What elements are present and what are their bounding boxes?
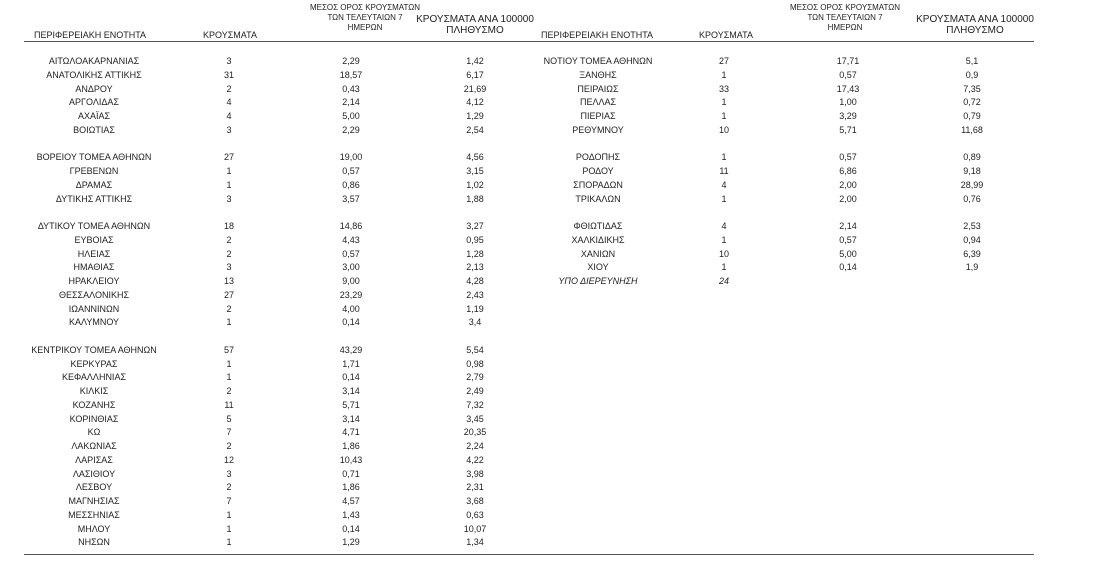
cases-cell: 2 [226,482,232,493]
cases-cell: 33 [718,83,729,94]
per100k-cell: 1,02 [466,179,484,190]
region-cell: ΥΠΟ ΔΙΕΡΕΥΝΗΣΗ [558,276,638,286]
avg-cell: 1,43 [342,509,360,520]
right-header-per100k [905,14,1045,36]
table-row [0,193,1100,205]
region-cell: ΛΑΚΩΝΙΑΣ [71,441,117,451]
per100k-cell: 10,07 [463,523,487,534]
per100k-cell: 1,42 [466,56,484,66]
cases-cell: 1 [226,317,232,328]
table-row [0,481,1100,493]
cases-cell: 57 [223,344,234,355]
per100k-cell: 28,99 [960,179,984,190]
avg-cell: 3,00 [342,262,360,273]
avg-cell: 5,00 [342,111,360,121]
region-cell: ΗΜΑΘΙΑΣ [73,262,115,273]
per100k-cell: 1,88 [466,193,484,204]
left-header-avg-line1: ΜΕΣΟΣ ΟΡΟΣ ΚΡΟΥΣΜΑΤΩΝ [309,3,421,12]
cases-cell: 3 [226,468,232,479]
table-row [0,234,1100,246]
avg-cell: 6,86 [839,166,857,176]
region-cell: ΕΥΒΟΙΑΣ [74,234,114,245]
region-cell: ΜΗΛΟΥ [77,523,111,534]
cases-cell: 1 [721,97,727,108]
region-cell: ΠΙΕΡΙΑΣ [580,111,616,121]
per100k-cell: 3,4 [468,317,482,328]
avg-cell: 4,00 [342,303,360,314]
region-cell: ΓΡΕΒΕΝΩΝ [69,166,119,176]
avg-cell: 0,14 [342,372,360,383]
per100k-cell: 0,72 [963,97,981,108]
avg-cell: 2,00 [839,193,857,204]
per100k-cell: 1,28 [466,248,484,259]
cases-cell: 7 [226,496,232,506]
left-header-avg-line3: ΗΜΕΡΩΝ [347,23,383,32]
per100k-cell: 0,98 [466,358,484,369]
per100k-cell: 1,19 [466,303,484,314]
cases-cell: 1 [721,152,727,163]
region-cell: ΘΕΣΣΑΛΟΝΙΚΗΣ [58,289,130,300]
per100k-cell: 1,29 [466,111,484,121]
avg-cell: 0,14 [342,317,360,328]
region-cell: ΠΕΙΡΑΙΩΣ [577,83,619,94]
cases-cell: 10 [718,124,729,135]
per100k-cell: 1,9 [965,262,979,273]
avg-cell: 4,57 [342,496,360,506]
region-cell: ΜΕΣΣΗΝΙΑΣ [68,509,120,520]
per100k-cell: 5,1 [965,56,979,66]
table-row [0,110,1100,122]
cases-cell: 27 [718,56,729,66]
cases-cell: 2 [226,83,232,94]
per100k-cell: 2,54 [466,124,484,135]
per100k-cell: 0,76 [963,193,981,204]
left-header-per100k [405,14,545,36]
avg-cell: 2,14 [342,97,360,108]
cases-cell: 2 [226,386,232,396]
cases-cell: 13 [223,276,234,286]
table-row [0,358,1100,370]
cases-cell: 7 [226,427,232,438]
avg-cell: 5,71 [342,399,360,410]
avg-cell: 9,00 [342,276,360,286]
region-cell: ΚΕΡΚΥΡΑΣ [70,358,118,369]
region-cell: ΑΧΑΪΑΣ [77,111,111,121]
table-row [0,440,1100,452]
table-row [0,248,1100,260]
table-row [0,316,1100,328]
avg-cell: 2,00 [839,179,857,190]
per100k-cell: 2,53 [963,221,981,231]
per100k-cell: 3,27 [466,221,484,231]
region-cell: ΝΗΣΩΝ [78,537,110,548]
per100k-cell: 2,43 [466,289,484,300]
per100k-cell: 20,35 [463,427,487,438]
right-header-avg-line2: ΤΩΝ ΤΕΛΕΥΤΑΙΩΝ 7 [807,13,883,22]
cases-cell: 3 [226,262,232,273]
avg-cell: 4,43 [342,234,360,245]
table-row [0,385,1100,397]
right-header-cases: ΚΡΟΥΣΜΑΤΑ [699,30,753,40]
per100k-cell: 6,39 [963,248,981,259]
per100k-cell: 4,28 [466,276,484,286]
per100k-cell: 1,34 [466,537,484,548]
avg-cell: 18,57 [339,69,363,80]
per100k-cell: 5,54 [466,344,484,355]
region-cell: ΠΕΛΛΑΣ [579,97,617,108]
table-row [0,83,1100,95]
table-row [0,371,1100,383]
per100k-cell: 11,68 [961,124,983,135]
cases-cell: 1 [226,179,232,190]
avg-cell: 3,14 [342,386,360,396]
cases-cell: 27 [223,289,234,300]
cases-cell: 24 [718,276,729,286]
header-divider [24,41,1034,42]
right-header-avg-line1: ΜΕΣΟΣ ΟΡΟΣ ΚΡΟΥΣΜΑΤΩΝ [789,3,901,12]
cases-cell: 1 [721,193,727,204]
table-row [0,179,1100,191]
avg-cell: 17,43 [836,83,860,94]
table-row [0,151,1100,163]
cases-cell: 1 [226,358,232,369]
region-cell: ΜΑΓΝΗΣΙΑΣ [68,496,120,506]
per100k-cell: 4,22 [466,454,484,465]
region-cell: ΑΡΓΟΛΙΔΑΣ [69,97,119,108]
table-row [0,523,1100,535]
region-cell: ΑΝΑΤΟΛΙΚΗΣ ΑΤΤΙΚΗΣ [46,69,142,80]
region-cell: ΧΑΛΚΙΔΙΚΗΣ [571,234,625,245]
table-row [0,303,1100,315]
avg-cell: 1,29 [342,537,360,548]
table-row [0,399,1100,411]
cases-cell: 1 [226,372,232,383]
cases-cell: 1 [721,262,727,273]
region-cell: ΗΡΑΚΛΕΙΟΥ [68,276,120,286]
cases-cell: 27 [223,152,234,163]
per100k-cell: 2,31 [466,482,484,493]
cases-cell: 3 [226,124,232,135]
region-cell: ΞΑΝΘΗΣ [579,69,617,80]
region-cell: ΦΘΙΩΤΙΔΑΣ [573,221,623,231]
cases-cell: 2 [226,234,232,245]
left-header-cases: ΚΡΟΥΣΜΑΤΑ [203,30,257,40]
region-cell: ΙΩΑΝΝΙΝΩΝ [68,303,120,314]
cases-cell: 2 [226,248,232,259]
cases-cell: 1 [721,234,727,245]
avg-cell: 3,14 [342,413,360,424]
cases-cell: 4 [226,97,232,108]
region-cell: ΣΠΟΡΑΔΩΝ [573,179,623,190]
cases-cell: 4 [226,111,232,121]
avg-cell: 0,57 [342,166,360,176]
region-cell: ΔΥΤΙΚΟΥ ΤΟΜΕΑ ΑΘΗΝΩΝ [37,221,151,231]
per100k-cell: 3,15 [466,166,484,176]
per100k-cell: 0,89 [963,152,981,163]
table-row [0,69,1100,81]
cases-cell: 4 [721,179,727,190]
region-cell: ΚΩ [87,427,101,438]
cases-cell: 1 [226,509,232,520]
avg-cell: 0,57 [839,234,857,245]
per100k-cell: 4,56 [466,152,484,163]
avg-cell: 1,71 [342,358,360,369]
avg-cell: 0,43 [342,83,360,94]
table-row [0,344,1100,356]
avg-cell: 0,71 [342,468,360,479]
avg-cell: 5,00 [839,248,857,259]
per100k-cell: 7,32 [466,399,484,410]
table-row [0,96,1100,108]
avg-cell: 0,57 [839,69,857,80]
per100k-cell: 2,13 [466,262,484,273]
avg-cell: 2,29 [342,124,360,135]
region-cell: ΤΡΙΚΑΛΩΝ [575,193,621,204]
avg-cell: 5,71 [839,124,857,135]
table-row [0,426,1100,438]
region-cell: ΔΡΑΜΑΣ [75,179,113,190]
cases-cell: 1 [226,537,232,548]
region-cell: ΚΟΡΙΝΘΙΑΣ [69,413,119,424]
cases-cell: 1 [226,166,232,176]
table-row [0,220,1100,232]
cases-cell: 2 [226,441,232,451]
avg-cell: 0,14 [342,523,360,534]
region-cell: ΚΙΛΚΙΣ [79,386,109,396]
table-row [0,165,1100,177]
cases-cell: 4 [721,221,727,231]
avg-cell: 17,71 [836,56,860,66]
avg-cell: 14,86 [339,221,363,231]
right-header-avg [780,3,910,33]
avg-cell: 0,86 [342,179,360,190]
per100k-cell: 0,79 [963,111,981,121]
region-cell: ΔΥΤΙΚΗΣ ΑΤΤΙΚΗΣ [55,193,133,204]
avg-cell: 3,29 [839,111,857,121]
table-row [0,275,1100,287]
table-row [0,509,1100,521]
left-header-region: ΠΕΡΙΦΕΡΕΙΑΚΗ ΕΝΟΤΗΤΑ [34,30,147,40]
per100k-cell: 3,98 [466,468,484,479]
region-cell: ΧΙΟΥ [587,262,609,273]
region-cell: ΡΕΘΥΜΝΟΥ [572,124,624,135]
table-row [0,413,1100,425]
region-cell: ΚΑΛΥΜΝΟΥ [68,317,120,328]
right-header-per100k-line1: ΚΡΟΥΣΜΑΤΑ ΑΝΑ 100000 [916,14,1034,25]
per100k-cell: 0,95 [466,234,484,245]
per100k-cell: 3,68 [466,496,484,506]
cases-cell: 10 [718,248,729,259]
table-row [0,55,1100,67]
cases-cell: 18 [223,221,234,231]
region-cell: ΛΕΣΒΟΥ [75,482,113,493]
per100k-cell: 7,35 [963,83,981,94]
avg-cell: 19,00 [339,152,363,163]
region-cell: ΡΟΔΟΠΗΣ [575,152,621,163]
per100k-cell: 2,49 [466,386,484,396]
region-cell: ΒΟΙΩΤΙΑΣ [73,124,115,135]
cases-cell: 1 [226,523,232,534]
avg-cell: 2,29 [342,56,360,66]
avg-cell: 43,29 [339,344,363,355]
table-row [0,468,1100,480]
cases-cell: 31 [223,69,234,80]
region-cell: ΡΟΔΟΥ [582,166,614,176]
avg-cell: 4,71 [342,427,360,438]
cases-cell: 2 [226,303,232,314]
cases-cell: 11 [719,166,729,176]
region-cell: ΒΟΡΕΙΟΥ ΤΟΜΕΑ ΑΘΗΝΩΝ [36,152,152,163]
table-row [0,289,1100,301]
table-row [0,261,1100,273]
region-cell: ΑΝΔΡΟΥ [75,83,113,94]
per100k-cell: 3,45 [466,413,484,424]
cases-cell: 1 [721,69,727,80]
avg-cell: 3,57 [342,193,360,204]
per100k-cell: 6,17 [466,69,484,80]
region-cell: ΗΛΕΙΑΣ [77,248,111,259]
per100k-cell: 4,12 [466,97,484,108]
right-header-avg-line3: ΗΜΕΡΩΝ [827,23,863,32]
table-row [0,495,1100,507]
cases-cell: 1 [721,111,727,121]
per100k-cell: 9,18 [963,166,981,176]
avg-cell: 10,43 [339,454,363,465]
region-cell: ΚΕΦΑΛΛΗΝΙΑΣ [61,372,127,383]
cases-cell: 5 [226,413,232,424]
avg-cell: 1,86 [342,482,360,493]
cases-cell: 3 [226,56,232,66]
region-cell: ΚΕΝΤΡΙΚΟΥ ΤΟΜΕΑ ΑΘΗΝΩΝ [31,344,157,355]
avg-cell: 0,14 [839,262,857,273]
avg-cell: 2,14 [839,221,857,231]
cases-cell: 3 [226,193,232,204]
per100k-cell: 0,94 [963,234,981,245]
region-cell: ΧΑΝΙΩΝ [580,248,616,259]
per100k-cell: 0,9 [965,69,979,80]
per100k-cell: 2,79 [466,372,484,383]
avg-cell: 1,00 [839,97,857,108]
footer-divider [24,554,1034,555]
region-cell: ΛΑΣΙΘΙΟΥ [72,468,116,479]
avg-cell: 0,57 [839,152,857,163]
region-cell: ΛΑΡΙΣΑΣ [75,454,113,465]
avg-cell: 1,86 [342,441,360,451]
right-header-per100k-line2: ΠΛΗΘΥΣΜΟ [946,25,1004,36]
left-header-avg-line2: ΤΩΝ ΤΕΛΕΥΤΑΙΩΝ 7 [327,13,403,22]
avg-cell: 0,57 [342,248,360,259]
region-cell: ΚΟΖΑΝΗΣ [72,399,116,410]
cases-cell: 11 [224,399,234,410]
left-header-per100k-line2: ΠΛΗΘΥΣΜΟ [446,25,504,36]
per100k-cell: 21,69 [463,83,487,94]
table-row [0,124,1100,136]
region-cell: ΑΙΤΩΛΟΑΚΑΡΝΑΝΙΑΣ [48,56,140,66]
left-header-per100k-line1: ΚΡΟΥΣΜΑΤΑ ΑΝΑ 100000 [416,14,534,25]
per100k-cell: 2,24 [466,441,484,451]
cases-cell: 12 [223,454,234,465]
avg-cell: 23,29 [339,289,363,300]
table-row [0,454,1100,466]
region-cell: ΝΟΤΙΟΥ ΤΟΜΕΑ ΑΘΗΝΩΝ [543,56,653,66]
table-row [0,536,1100,548]
right-header-region: ΠΕΡΙΦΕΡΕΙΑΚΗ ΕΝΟΤΗΤΑ [541,30,654,40]
per100k-cell: 0,63 [466,509,484,520]
